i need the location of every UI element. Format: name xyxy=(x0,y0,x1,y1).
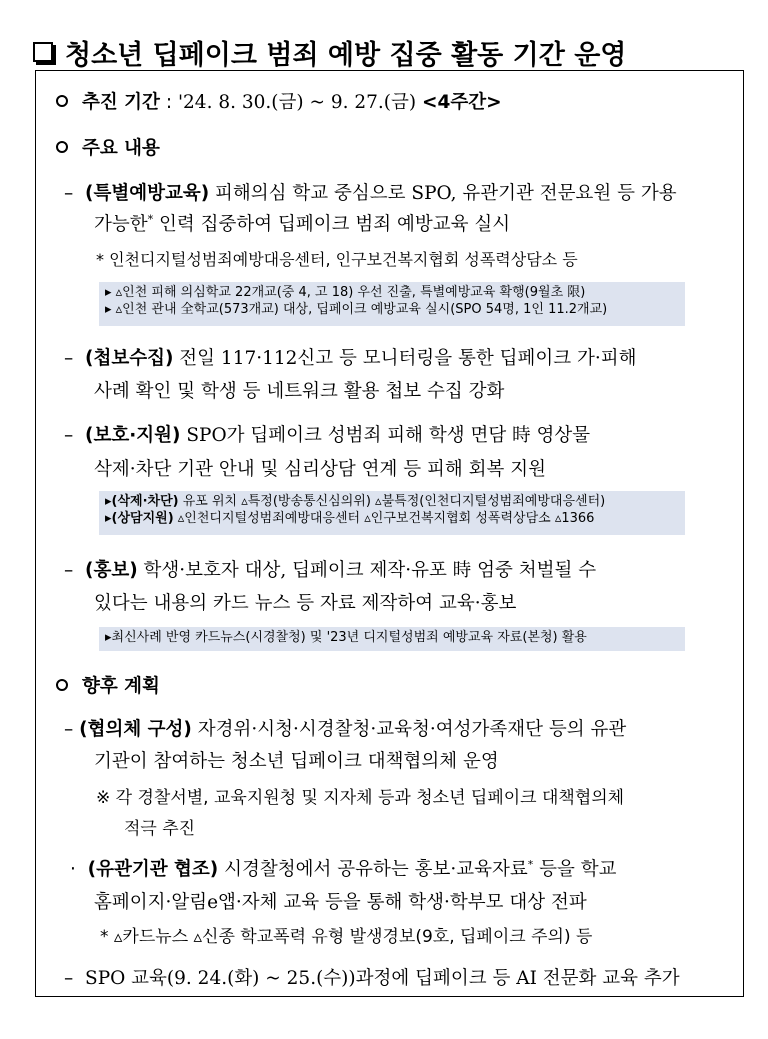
period-duration: <4주간> xyxy=(422,92,502,113)
item-note: * 인천디지털성범죄예방대응센터, 인구보건복지협회 성폭력상담소 등 xyxy=(96,250,578,269)
item-text: 등을 학교 xyxy=(533,859,617,880)
list-item-continuation: 삭제·차단 기관 안내 및 심리상담 연계 등 피해 회복 지원 xyxy=(94,459,546,480)
period-sep: : xyxy=(159,92,178,113)
circle-bullet-icon xyxy=(56,95,68,107)
item-text: SPO가 딥페이크 성범죄 피해 학생 면담 時 영상물 xyxy=(180,425,591,446)
dash-bullet: – xyxy=(64,348,86,369)
list-item-continuation: 기관이 참여하는 청소년 딥페이크 대책협의체 운영 xyxy=(94,751,499,772)
list-item xyxy=(64,181,677,207)
highlight-box xyxy=(99,491,685,535)
section-heading-main-text: 주요 내용 xyxy=(82,138,160,159)
item-note: * ▵카드뉴스 ▵신종 학교폭력 유형 발생경보(9호, 딥페이크 주의) 등 xyxy=(100,927,593,947)
item-text: 학생·보호자 대상, 딥페이크 제작·유포 時 엄중 처벌될 수 xyxy=(137,560,597,581)
section-heading-future xyxy=(56,674,160,700)
item-text: 피해의심 학교 중심으로 SPO, 유관기관 전문요원 등 가용 xyxy=(209,183,677,204)
list-item xyxy=(64,346,637,372)
section-heading-main xyxy=(56,136,160,162)
list-item-continuation: 있다는 내용의 카드 뉴스 등 자료 제작하여 교육·홍보 xyxy=(94,593,517,614)
dash-bullet: – xyxy=(64,719,80,740)
period-dates: '24. 8. 30.(금) ~ 9. 27.(금) xyxy=(177,92,417,113)
item-head: (특별예방교육) xyxy=(85,183,210,204)
box-value: ▵인천디지털성범죄예방대응센터 ▵인구보건복지협회 성폭력상담소 ▵1366 xyxy=(173,511,595,526)
checkbox-icon xyxy=(33,42,53,62)
item-note: ※ 각 경찰서별, 교육지원청 및 지자체 등과 청소년 딥페이크 대책협의체 xyxy=(96,788,625,808)
item-note: 적극 추진 xyxy=(124,819,196,839)
box-value: 유포 위치 ▵특정(방송통신심의위) ▵불특정(인천디지털성범죄예방대응센터) xyxy=(178,494,606,509)
dot-bullet: · xyxy=(70,859,88,880)
circle-bullet-icon xyxy=(56,141,68,153)
item-text: 가능한 xyxy=(94,214,148,235)
page-title xyxy=(33,30,626,74)
list-item xyxy=(70,857,616,883)
footnote-mark: * xyxy=(527,857,534,871)
dash-bullet: – xyxy=(64,425,86,446)
period-label: 추진 기간 xyxy=(82,92,160,113)
list-item-continuation: 홈페이지·알림e앱·자체 교육 등을 통해 학생·학부모 대상 전파 xyxy=(94,892,587,913)
list-item xyxy=(64,558,596,584)
box-line: ▸ ▵인천 피해 의심학교 22개교(중 4, 고 18) 우선 진출, 특별예방교육 확행(9월초 限) xyxy=(105,285,586,300)
item-head: (첩보수집) xyxy=(85,348,174,369)
title-text: 청소년 딥페이크 범죄 예방 집중 활동 기간 운영 xyxy=(65,39,627,71)
item-text: 시경찰청에서 공유하는 홍보·교육자료 xyxy=(218,859,528,880)
list-item-continuation xyxy=(94,212,510,238)
list-item-continuation: 사례 확인 및 학생 등 네트워크 활용 첩보 수집 강화 xyxy=(94,381,505,402)
period-line xyxy=(56,90,502,116)
section-heading-future-text: 향후 계획 xyxy=(82,676,160,697)
list-item xyxy=(64,966,680,992)
box-line xyxy=(105,510,679,527)
box-line: ▸ ▵인천 관내 全학교(573개교) 대상, 딥페이크 예방교육 실시(SPO 54명, 1인 11.2개교) xyxy=(105,302,608,317)
dash-bullet: – xyxy=(64,968,86,989)
item-text: 자경위·시청·시경찰청·교육청·여성가족재단 등의 유관 xyxy=(191,719,627,740)
highlight-box xyxy=(99,282,685,326)
box-key: ▸(상담지원) xyxy=(105,511,174,526)
item-head: (협의체 구성) xyxy=(79,719,192,740)
list-item xyxy=(64,423,590,449)
dash-bullet: – xyxy=(64,183,86,204)
item-text: SPO 교육(9. 24.(화) ~ 25.(수))과정에 딥페이크 등 AI 전문화 교육 추가 xyxy=(85,968,680,989)
item-text: 인력 집중하여 딥페이크 범죄 예방교육 실시 xyxy=(153,214,511,235)
item-head: (홍보) xyxy=(85,560,138,581)
list-item xyxy=(64,717,626,743)
item-head: (보호·지원) xyxy=(85,425,181,446)
item-head: (유관기관 협조) xyxy=(87,859,219,880)
item-text: 전일 117·112신고 등 모니터링을 통한 딥페이크 가·피해 xyxy=(173,348,637,369)
box-key: ▸(삭제·차단) xyxy=(105,494,179,509)
footnote-mark: * xyxy=(147,212,154,226)
dash-bullet: – xyxy=(64,560,86,581)
box-line xyxy=(105,493,679,510)
circle-bullet-icon xyxy=(56,679,68,691)
highlight-box: ▸최신사례 반영 카드뉴스(시경찰청) 및 '23년 디지털성범죄 예방교육 자료(본청) 활용 xyxy=(99,627,685,651)
